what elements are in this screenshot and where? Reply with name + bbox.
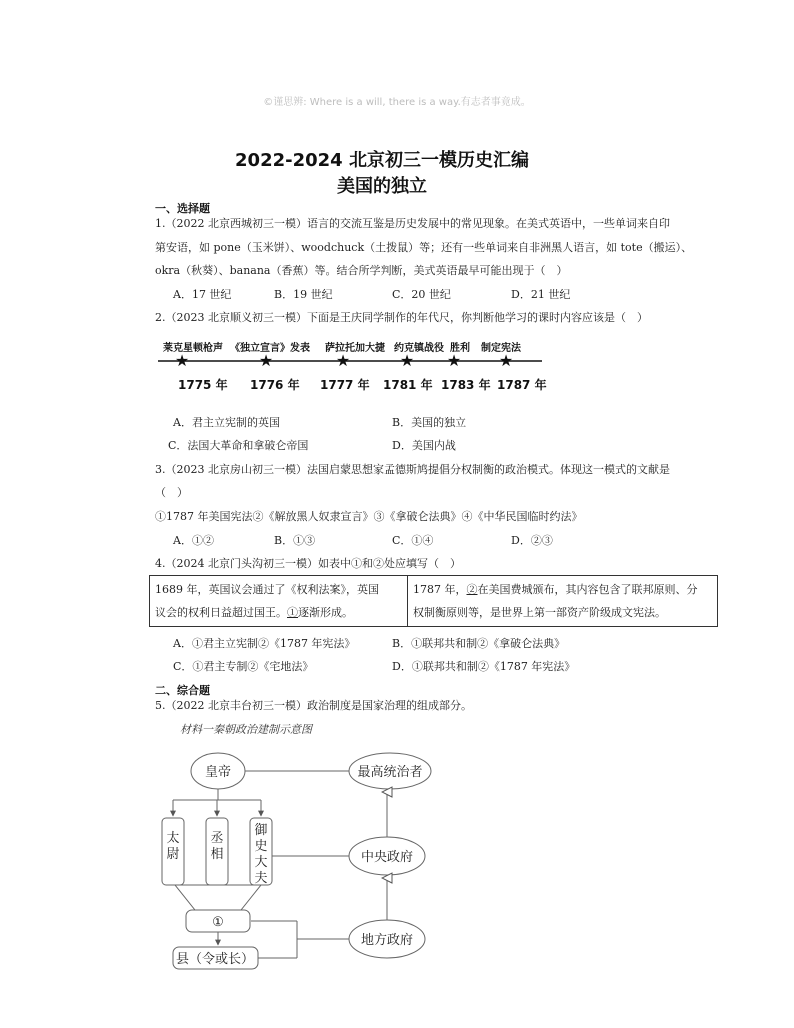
timeline-year: 1783 年	[441, 378, 491, 392]
label-taiwei: 太尉	[166, 831, 180, 862]
label-local: 地方政府	[360, 933, 414, 948]
table-cell	[408, 576, 718, 627]
star-icon: ★	[174, 351, 190, 370]
option-d: D．21 世纪	[511, 288, 571, 301]
doc-title: 2022-2024 北京初三一模历史汇编	[235, 150, 529, 171]
label-unknown: ①	[212, 915, 224, 930]
option-b: B．①③	[274, 534, 316, 547]
blank-1: ①	[287, 606, 298, 619]
label-county: 县（令或长）	[175, 952, 255, 967]
star-icon: ★	[258, 351, 274, 370]
timeline-event: 《独立宣言》发表	[230, 343, 310, 354]
timeline-year: 1776 年	[250, 378, 300, 392]
section-heading-choice: 一、选择题	[155, 202, 210, 215]
timeline-event: 萨拉托加大捷	[325, 343, 385, 354]
option-d: D．美国内战	[392, 439, 456, 452]
table-cell	[150, 576, 408, 627]
star-icon: ★	[399, 351, 415, 370]
question-4-table	[149, 575, 718, 627]
option-c: C．法国大革命和拿破仑帝国	[168, 439, 309, 452]
label-chengxiang: 丞相	[210, 831, 224, 862]
star-icon: ★	[498, 351, 514, 370]
timeline-event: 约克镇战役	[394, 343, 444, 354]
question-1-line: 第安语，如 pone（玉米饼）、woodchuck（土拨鼠）等；还有一些单词来自非洲黑人语言，如 tote（搬运）、	[155, 241, 693, 254]
blank-2: ②	[466, 583, 478, 596]
label-yushidafu: 御史大夫	[254, 823, 268, 886]
cell-text: 1689 年，英国议会通过了《权利法案》，英国	[155, 583, 379, 596]
label-central: 中央政府	[360, 850, 414, 865]
option-a: A．①②	[173, 534, 214, 547]
label-supreme: 最高统治者	[357, 765, 423, 780]
timeline-event: 制定宪法	[481, 343, 521, 354]
option-d: D．②③	[511, 534, 553, 547]
funnel-connector	[175, 885, 261, 910]
timeline-year: 1787 年	[497, 378, 547, 392]
figure-caption: 材料一秦朝政治建制示意图	[180, 723, 312, 736]
cell-text: 议会的权利日益超过国王。①逐渐形成。	[155, 606, 353, 619]
star-icon: ★	[446, 351, 462, 370]
cell-text: 权制衡原则等，是世界上第一部资产阶级成文宪法。	[413, 606, 666, 619]
option-c: C．①君主专制②《宅地法》	[173, 660, 314, 673]
question-3-line: （ ）	[155, 486, 188, 499]
timeline-event: 胜利	[450, 343, 470, 354]
label-emperor: 皇帝	[204, 765, 232, 780]
question-1-line: okra（秋葵）、banana（香蕉）等。结合所学判断，美式英语最早可能出现于（ ）	[155, 264, 568, 277]
section-heading-comprehensive: 二、综合题	[155, 684, 210, 697]
vertical-labels	[166, 823, 267, 886]
question-5-line: 5.（2022 北京丰台初三一模）政治制度是国家治理的组成部分。	[155, 699, 472, 712]
timeline-axis	[155, 350, 545, 372]
question-4-line: 4.（2024 北京门头沟初三一模）如表中①和②处应填写（ ）	[155, 557, 461, 570]
timeline-year: 1781 年	[383, 378, 433, 392]
question-3-line: 3.（2023 北京房山初三一模）法国启蒙思想家孟德斯鸠提倡分权制衡的政治模式。体现这一模式的文献是	[155, 463, 670, 476]
option-a: A．君主立宪制的英国	[173, 416, 280, 429]
option-c: C．①④	[392, 534, 434, 547]
qin-political-diagram	[155, 740, 455, 975]
option-a: A．①君主立宪制②《1787 年宪法》	[173, 637, 356, 650]
timeline-year: 1775 年	[178, 378, 228, 392]
timeline-event: 莱克星顿枪声	[163, 343, 223, 354]
question-1-line: 1.（2022 北京西城初三一模）语言的交流互鉴是历史发展中的常见现象。在美式英语中，一些单词来自印	[155, 217, 670, 230]
doc-subtitle: 美国的独立	[337, 176, 427, 197]
option-b: B．美国的独立	[392, 416, 467, 429]
option-b: B．19 世纪	[274, 288, 333, 301]
option-a: A．17 世纪	[173, 288, 232, 301]
option-b: B．①联邦共和制②《拿破仑法典》	[392, 637, 566, 650]
option-c: C．20 世纪	[392, 288, 451, 301]
question-3-line: ①1787 年美国宪法②《解放黑人奴隶宣言》③《拿破仑法典》④《中华民国临时约法》	[155, 510, 583, 523]
watermark: ©谨思辨: Where is a will, there is a way.有志者事竟成。	[263, 97, 531, 108]
question-2-line: 2.（2023 北京顺义初三一模）下面是王庆同学制作的年代尺，你判断他学习的课时内容应该是（ ）	[155, 311, 648, 324]
cell-text: 1787 年，②在美国费城颁布，其内容包含了联邦原则、分	[413, 583, 698, 596]
timeline-year: 1777 年	[320, 378, 370, 392]
star-icon: ★	[335, 351, 351, 370]
option-d: D．①联邦共和制②《1787 年宪法》	[392, 660, 576, 673]
